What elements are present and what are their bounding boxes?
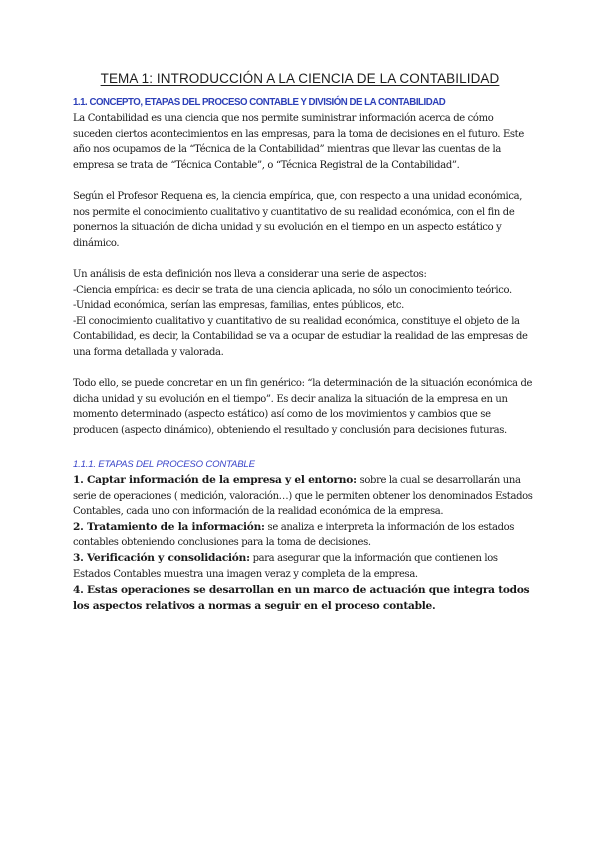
list-item-unidad-economica: -Unidad económica, serían las empresas, familias, entes públicos, etc. bbox=[73, 300, 404, 312]
spacer bbox=[73, 438, 533, 454]
paragraph-fin-generico: Todo ello, se puede concretar en un fin genérico: “la determinación de la situación económica de dicha unidad y su evolución en el tiempo”. Es decir analiza la situación de la empresa en un momento determinado (aspecto estático) así como de los movimientos y cambios que se producen (aspecto dinámico), obteniendo el resultado y conclusión para decisiones futuras. bbox=[73, 378, 533, 436]
section-heading: 1.1. CONCEPTO, ETAPAS DEL PROCESO CONTABLE Y DIVISIÓN DE LA CONTABILIDAD bbox=[73, 97, 446, 108]
step-1-label: 1. Captar información de la empresa y el entorno: bbox=[73, 474, 357, 487]
paragraph-requena: Según el Profesor Requena es, la ciencia empírica, que, con respecto a una unidad económica, nos permite el conocimiento cualitativo y cuantitativo de su realidad económica, con el fin de ponernos la situación de dicha unidad y su evolución en el tiempo en un aspecto estático y dinámico. bbox=[73, 190, 523, 249]
paragraph-definition: La Contabilidad es una ciencia que nos permite suministrar información acerca de cómo suceden ciertos acontecimientos en las empresas, para la toma de decisiones en el futuro. Este año nos ocupamos de la “Técnica de la Contabilidad” mientras que llevar las cuentas de la empresa se trata de “Técnica Contable”, o “Técnica Registral de la Contabilidad”. bbox=[73, 113, 524, 171]
step-1 bbox=[73, 473, 533, 520]
step-3-text: para asegurar que la información que contienen los Estados Contables muestra una imagen veraz y completa de la empresa. bbox=[73, 553, 498, 580]
document-body bbox=[73, 95, 533, 614]
step-2-text: se analiza e interpreta la información de los estados contables obteniendo conclusiones para la toma de decisiones. bbox=[73, 521, 515, 549]
step-3-label: 3. Verificación y consolidación: bbox=[73, 552, 250, 565]
list-item-ciencia-empirica: -Ciencia empírica: es decir se trata de una ciencia aplicada, no sólo un conocimiento teórico. bbox=[73, 284, 512, 296]
list-item-conocimiento: -El conocimiento cualitativo y cuantitativo de su realidad económica, constituye el objeto de la Contabilidad, es decir, la Contabilidad se va a ocupar de estudiar la realidad de las empresas de una forma detallada y valorada. bbox=[73, 315, 528, 358]
step-3 bbox=[73, 551, 533, 582]
step-4-closing: 4. Estas operaciones se desarrollan en un marco de actuación que integra todos los aspectos relativos a normas a seguir en el proceso contable. bbox=[73, 584, 530, 613]
spacer bbox=[73, 251, 533, 267]
spacer bbox=[73, 361, 533, 377]
subsection-heading: 1.1.1. ETAPAS DEL PROCESO CONTABLE bbox=[73, 459, 255, 471]
step-1-text: sobre la cual se desarrollarán una serie de operaciones ( medición, valoración…) que le permiten obtener los denominados Estados Contables, cada uno con información de la realidad económica de la empresa. bbox=[73, 475, 533, 518]
spacer bbox=[73, 173, 533, 189]
step-2 bbox=[73, 520, 533, 551]
page-title: TEMA 1: INTRODUCCIÓN A LA CIENCIA DE LA CONTABILIDAD bbox=[100, 71, 500, 86]
paragraph-analysis-intro: Un análisis de esta definición nos lleva a considerar una serie de aspectos: bbox=[73, 268, 427, 280]
step-2-label: 2. Tratamiento de la información: bbox=[73, 520, 265, 533]
